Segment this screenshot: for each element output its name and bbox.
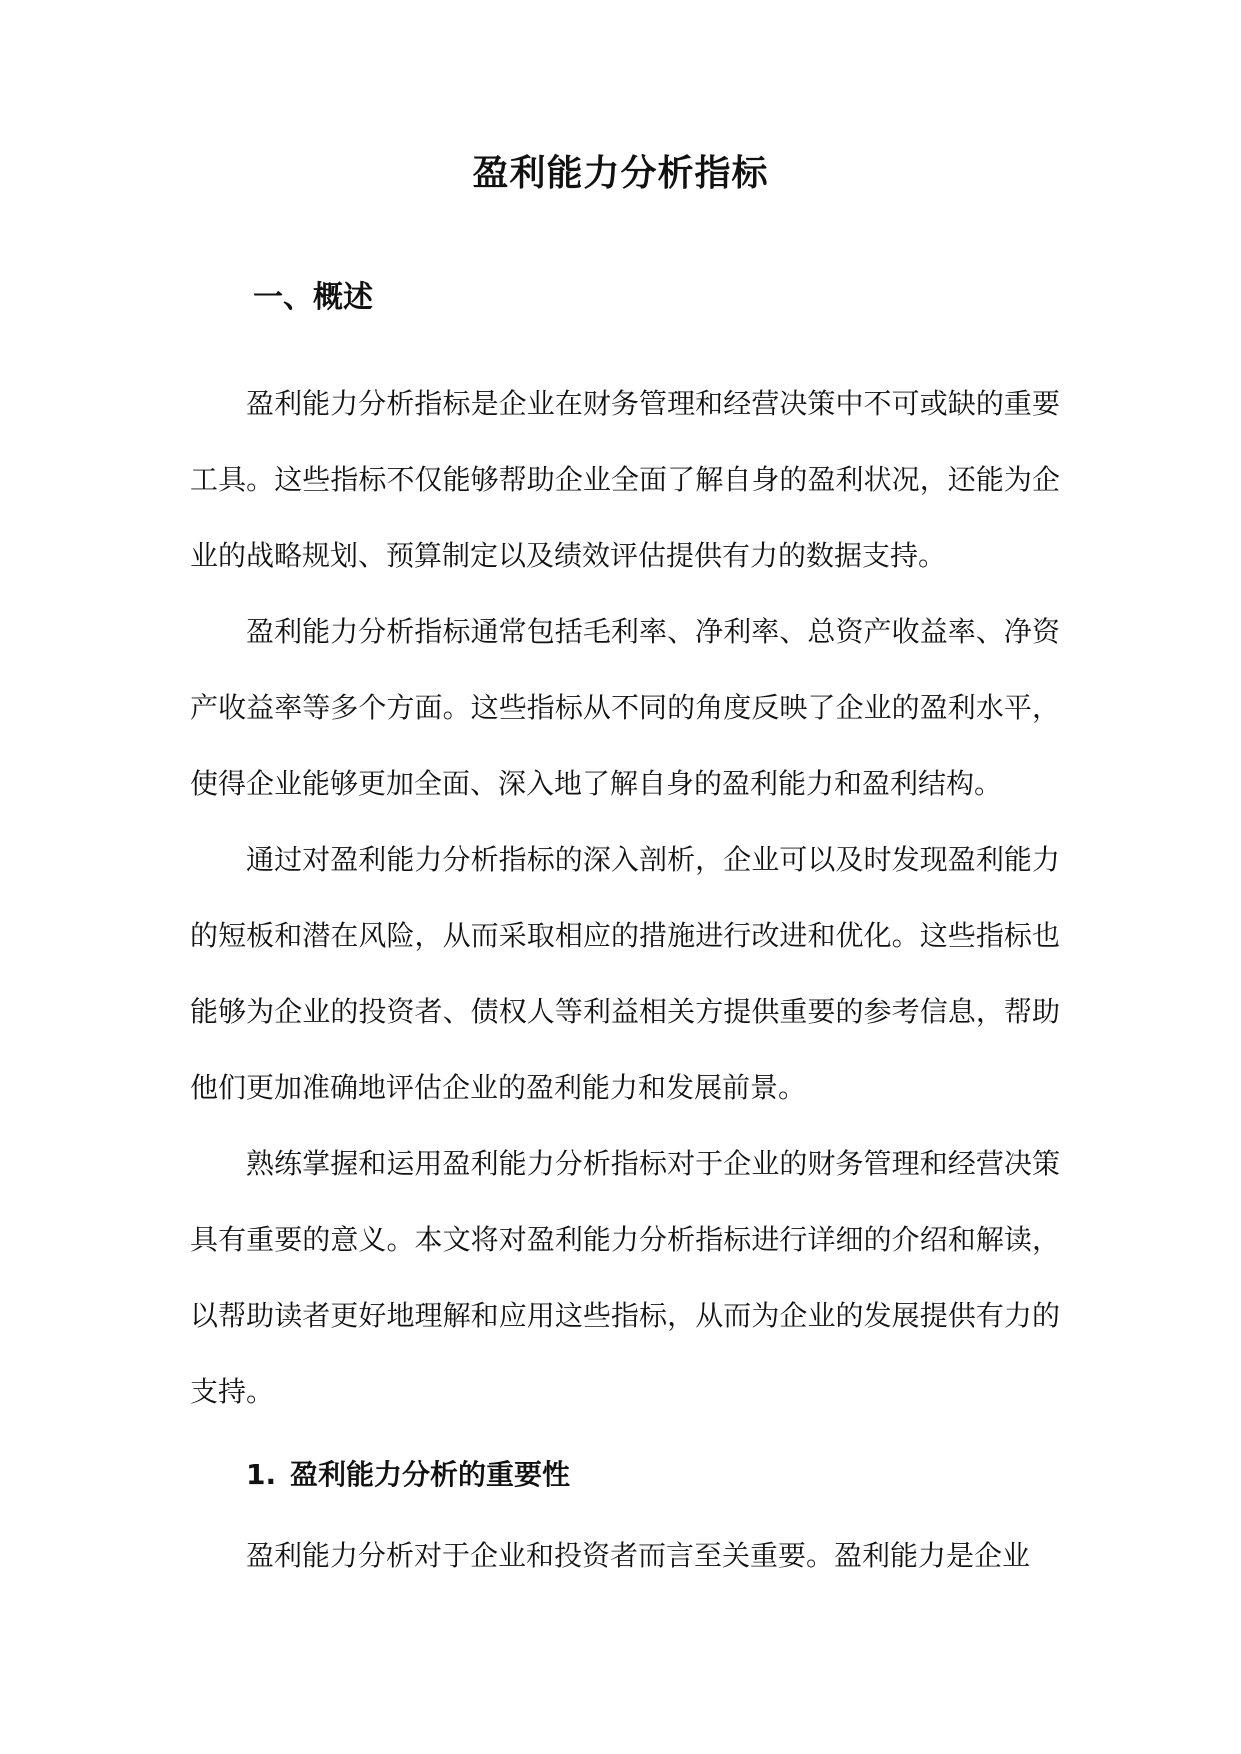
overview-body (190, 366, 1060, 1430)
section-heading-overview: 一、概述 (253, 280, 373, 315)
subsection-heading-importance (246, 1455, 570, 1495)
importance-paragraph-1: 盈利能力分析对于企业和投资者而言至关重要。盈利能力是企业 (246, 1539, 1031, 1572)
subsection-number: 1. (246, 1458, 277, 1491)
document-title: 盈利能力分析指标 (472, 153, 769, 194)
subsection-title: 盈利能力分析的重要性 (290, 1458, 571, 1491)
overview-paragraph-2: 盈利能力分析指标通常包括毛利率、净利率、总资产收益率、净资产收益率等多个方面。这些指标从不同的角度反映了企业的盈利水平，使得企业能够更加全面、深入地了解自身的盈利能力和盈利结构。 (190, 615, 1060, 800)
importance-body (190, 1518, 1060, 1594)
overview-paragraph-1: 盈利能力分析指标是企业在财务管理和经营决策中不可或缺的重要工具。这些指标不仅能够帮助企业全面了解自身的盈利状况，还能为企业的战略规划、预算制定以及绩效评估提供有力的数据支持。 (190, 387, 1060, 572)
overview-paragraph-4: 熟练掌握和运用盈利能力分析指标对于企业的财务管理和经营决策具有重要的意义。本文将对盈利能力分析指标进行详细的介绍和解读，以帮助读者更好地理解和应用这些指标，从而为企业的发展提供有力的支持。 (190, 1147, 1060, 1408)
overview-paragraph-3: 通过对盈利能力分析指标的深入剖析，企业可以及时发现盈利能力的短板和潜在风险，从而采取相应的措施进行改进和优化。这些指标也能够为企业的投资者、债权人等利益相关方提供重要的参考信息，帮助他们更加准确地评估企业的盈利能力和发展前景。 (190, 843, 1060, 1104)
